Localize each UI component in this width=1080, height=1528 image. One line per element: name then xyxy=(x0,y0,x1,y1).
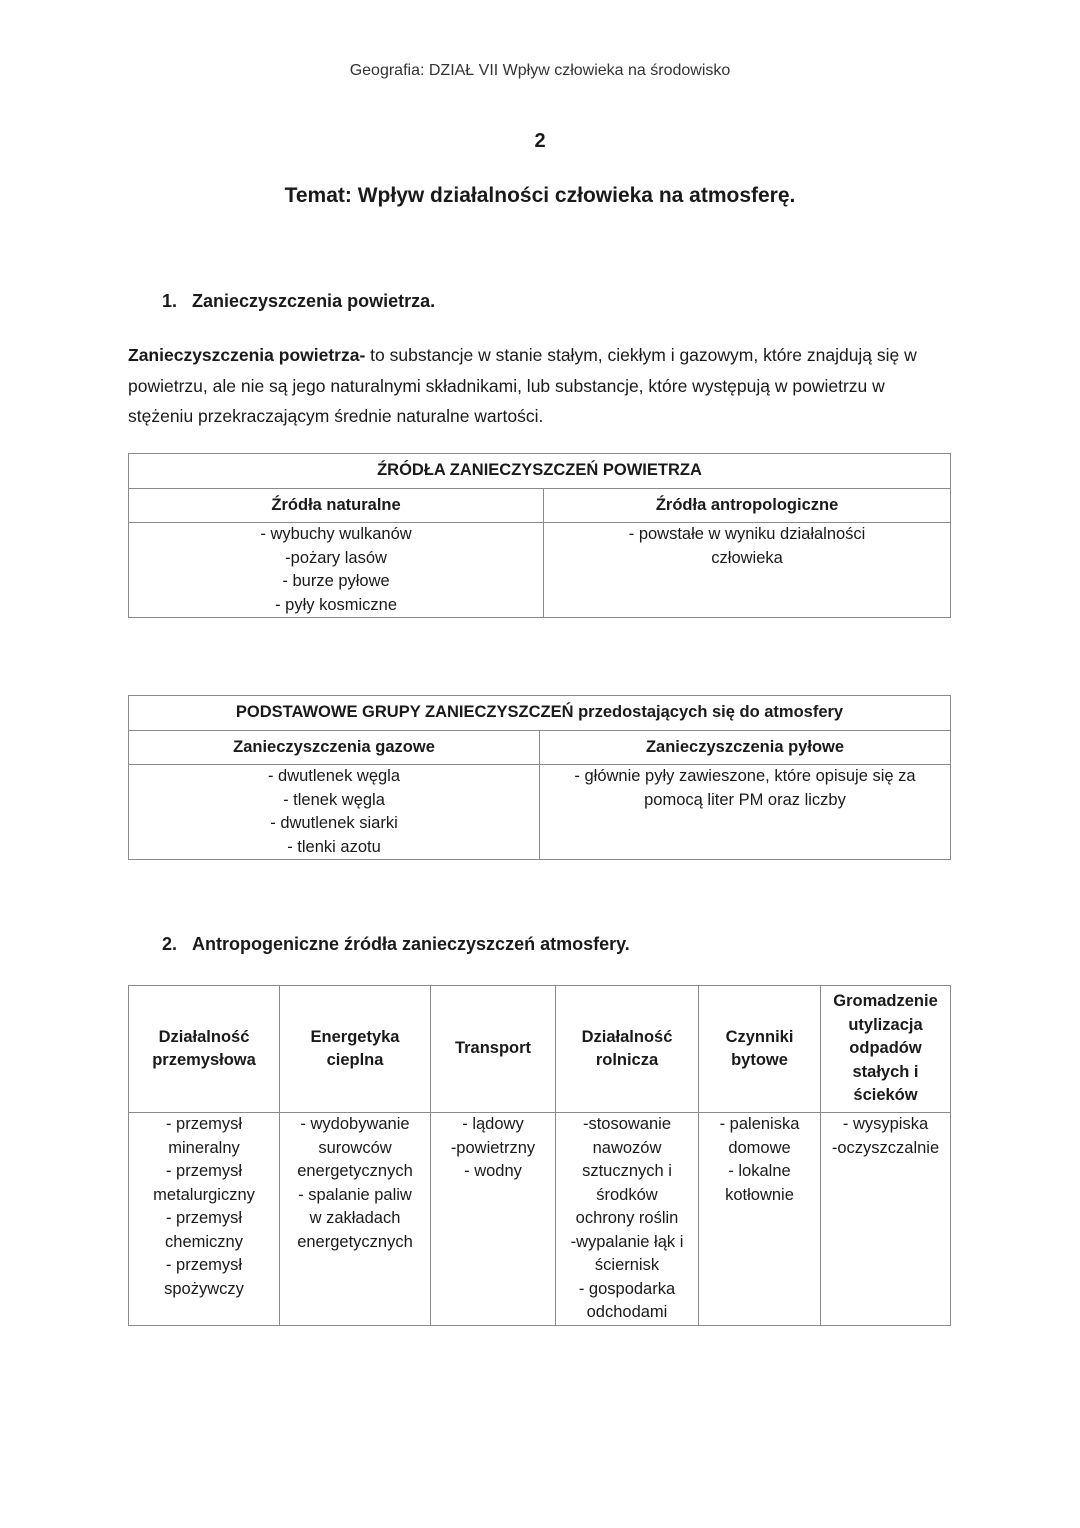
cell-line: odpadów xyxy=(849,1039,922,1058)
cell-line: energetycznych xyxy=(297,1232,413,1251)
column-header xyxy=(129,986,280,1113)
cell-line: - dwutlenek węgla xyxy=(267,767,401,785)
table-cell xyxy=(544,523,951,618)
cell-line: kotłownie xyxy=(725,1185,794,1204)
cell-line: surowców xyxy=(318,1138,392,1157)
column-header: Zanieczyszczenia pyłowe xyxy=(540,731,951,765)
cell-line: - paleniska xyxy=(719,1115,800,1133)
cell-line: Gromadzenie xyxy=(833,992,938,1011)
cell-line: rolnicza xyxy=(595,1051,659,1069)
cell-line: odchodami xyxy=(586,1303,668,1321)
table-cell xyxy=(540,765,951,860)
section-label: Antropogeniczne źródła zanieczyszczeń atmosfery. xyxy=(192,934,630,954)
column-header xyxy=(699,986,821,1113)
table-title: PODSTAWOWE GRUPY ZANIECZYSZCZEŃ przedostających się do atmosfery xyxy=(129,696,951,731)
cell-line: człowieka xyxy=(711,548,783,567)
definition-paragraph xyxy=(128,340,918,432)
cell-line: - gospodarka xyxy=(578,1279,676,1298)
cell-line: - spalanie paliw xyxy=(298,1185,412,1204)
section-heading-2 xyxy=(162,934,630,955)
cell-line: - wydobywanie xyxy=(300,1115,410,1133)
cell-line: - pyły kosmiczne xyxy=(275,595,398,614)
table-title: ŹRÓDŁA ZANIECZYSZCZEŃ POWIETRZA xyxy=(129,454,951,489)
cell-line: utylizacja xyxy=(848,1015,923,1034)
section-heading-1 xyxy=(162,291,435,312)
table-cell xyxy=(129,523,544,618)
cell-line: nawozów xyxy=(592,1138,662,1157)
column-header: Źródła antropologiczne xyxy=(544,489,951,523)
cell-line: Energetyka xyxy=(310,1027,400,1046)
table-cell xyxy=(280,1113,431,1326)
table-cell xyxy=(556,1113,699,1326)
section-number: 2. xyxy=(162,934,178,954)
definition-text: to substancje w stanie stałym, ciekłym i gazowym, które znajdują się w powietrzu, ale nie są jego naturalnymi składnikami, lub substancje, które występują w powietrzu w stężeniu przekraczającym średnie naturalne wartości. xyxy=(128,345,917,426)
cell-line: - przemysł xyxy=(165,1256,243,1274)
cell-line: -powietrzny xyxy=(450,1138,536,1157)
cell-line: stałych i xyxy=(852,1062,919,1081)
cell-line: metalurgiczny xyxy=(153,1185,255,1204)
cell-line: ściernisk xyxy=(594,1256,660,1274)
cell-line: - burze pyłowe xyxy=(282,572,390,590)
column-header: Zanieczyszczenia gazowe xyxy=(129,731,540,765)
table-cell xyxy=(129,765,540,860)
cell-line: - wodny xyxy=(464,1162,522,1180)
cell-line: - lokalne xyxy=(728,1162,791,1180)
table-cell xyxy=(431,1113,556,1326)
column-header xyxy=(821,986,951,1113)
page-number: 2 xyxy=(534,130,546,152)
cell-line: - przemysł xyxy=(165,1162,243,1180)
cell-line: środków xyxy=(596,1185,658,1204)
cell-line: -wypalanie łąk i xyxy=(570,1232,684,1251)
anthropogenic-sources-table xyxy=(128,985,951,1326)
cell-line: - przemysł xyxy=(165,1115,243,1133)
cell-line: energetycznych xyxy=(297,1162,413,1180)
cell-line: - tlenek węgla xyxy=(283,790,385,809)
cell-line: - głównie pyły zawieszone, które opisuje się za xyxy=(574,767,916,785)
cell-line: - tlenki azotu xyxy=(287,837,381,856)
column-header xyxy=(280,986,431,1113)
pollutant-groups-table xyxy=(128,695,951,860)
page-title: Temat: Wpływ działalności człowieka na atmosferę. xyxy=(284,184,796,207)
cell-line: - lądowy xyxy=(462,1115,524,1133)
cell-line: - przemysł xyxy=(165,1209,243,1227)
cell-line: - wysypiska xyxy=(842,1115,929,1133)
section-label: Zanieczyszczenia powietrza. xyxy=(192,291,436,311)
cell-line: -stosowanie xyxy=(582,1115,672,1133)
cell-line: chemiczny xyxy=(165,1232,243,1251)
cell-line: -pożary lasów xyxy=(285,548,387,567)
sources-table xyxy=(128,453,951,618)
cell-line: mineralny xyxy=(168,1138,240,1157)
column-header xyxy=(431,986,556,1113)
cell-line: - powstałe w wyniku działalności xyxy=(628,525,866,543)
cell-line: Transport xyxy=(454,1039,532,1058)
cell-line: ochrony roślin xyxy=(575,1209,679,1227)
cell-line: bytowe xyxy=(731,1051,788,1069)
cell-line: pomocą liter PM oraz liczby xyxy=(644,790,846,809)
cell-line: spożywczy xyxy=(164,1279,244,1298)
cell-line: Działalność xyxy=(158,1027,250,1046)
definition-term: Zanieczyszczenia powietrza- xyxy=(128,345,366,365)
table-cell xyxy=(699,1113,821,1326)
column-header xyxy=(556,986,699,1113)
cell-line: w zakładach xyxy=(309,1209,401,1227)
table-cell xyxy=(821,1113,951,1326)
cell-line: - wybuchy wulkanów xyxy=(260,525,412,543)
table-cell xyxy=(129,1113,280,1326)
section-number: 1. xyxy=(162,291,178,311)
cell-line: Czynniki xyxy=(725,1027,794,1046)
cell-line: przemysłowa xyxy=(152,1051,256,1069)
cell-line: cieplna xyxy=(326,1051,384,1069)
column-header: Źródła naturalne xyxy=(129,489,544,523)
cell-line: domowe xyxy=(728,1138,791,1157)
cell-line: Działalność xyxy=(581,1027,673,1046)
cell-line: sztucznych i xyxy=(582,1162,672,1180)
cell-line: ścieków xyxy=(853,1086,918,1105)
document-header: Geografia: DZIAŁ VII Wpływ człowieka na środowisko xyxy=(349,62,731,79)
cell-line: -oczyszczalnie xyxy=(831,1138,940,1157)
cell-line: - dwutlenek siarki xyxy=(270,814,398,832)
